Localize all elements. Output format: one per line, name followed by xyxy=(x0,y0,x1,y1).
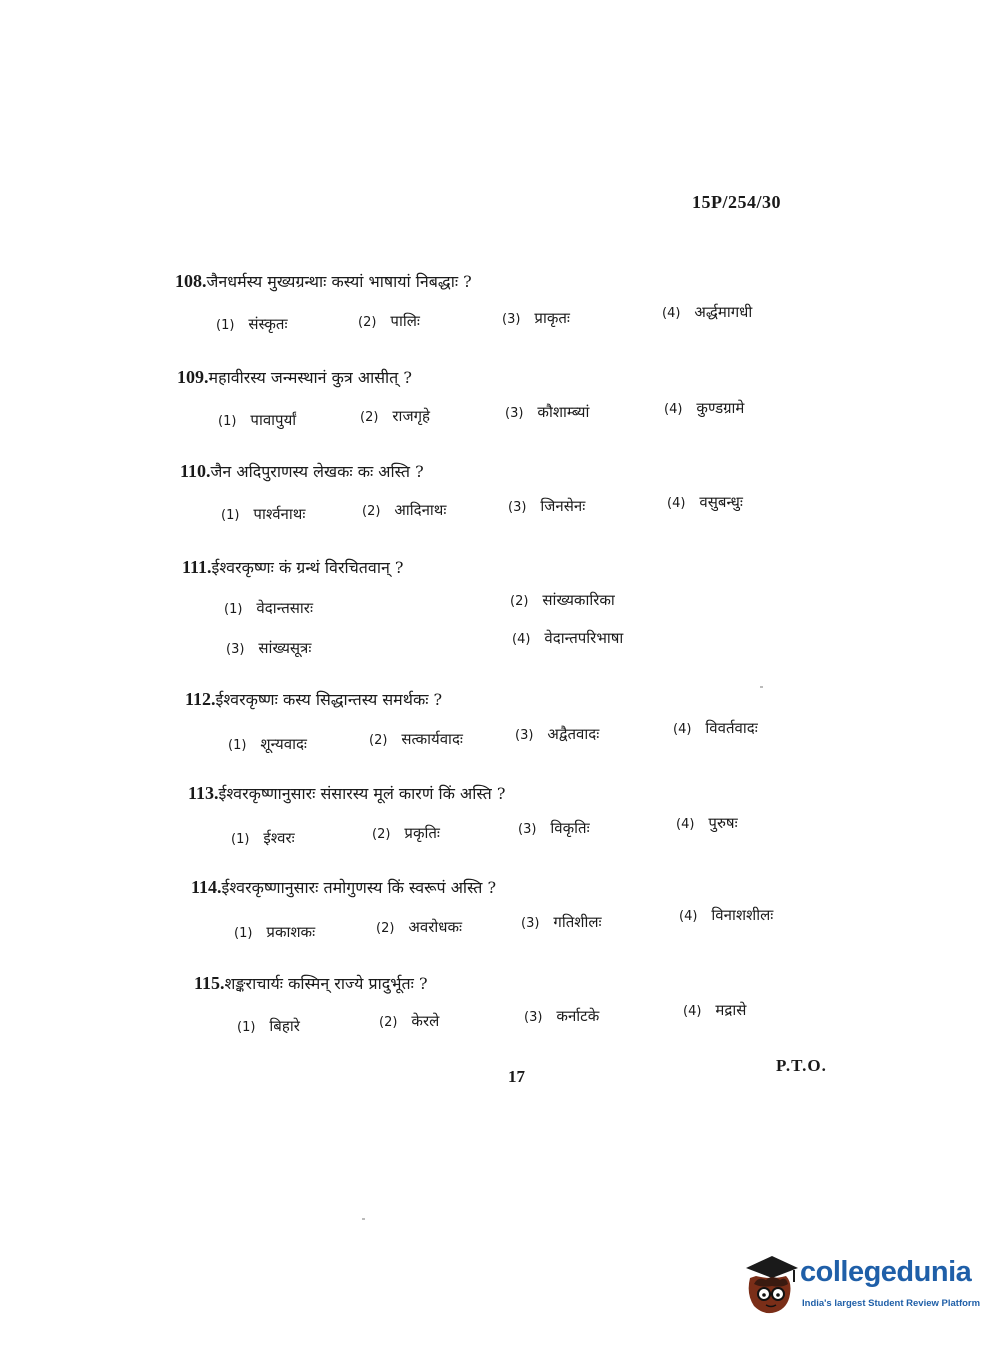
option-111-3: (3) सांख्यसूत्रः xyxy=(226,639,312,657)
brand-tagline: India's largest Student Review Platform xyxy=(802,1298,981,1309)
option-109-3: (3) कौशाम्ब्यां xyxy=(505,403,590,421)
option-111-1: (1) वेदान्तसारः xyxy=(224,599,313,617)
option-112-1: (1) शून्यवादः xyxy=(228,735,307,753)
option-113-3: (3) विकृतिः xyxy=(518,819,590,837)
question-112 xyxy=(185,688,442,710)
option-115-4: (4) मद्रासे xyxy=(683,1001,747,1019)
collegedunia-watermark xyxy=(742,1254,982,1316)
option-111-4: (4) वेदान्तपरिभाषा xyxy=(512,629,624,647)
question-text: ईश्वरकृष्णः कं ग्रन्थं विरचितवान् ? xyxy=(211,558,404,577)
option-108-4: (4) अर्द्धमागधी xyxy=(662,303,753,321)
question-108 xyxy=(175,270,472,292)
question-text: ईश्वरकृष्णः कस्य सिद्धान्तस्य समर्थकः ? xyxy=(215,690,443,709)
question-text: ईश्वरकृष्णानुसारः तमोगुणस्य किं स्वरूपं अस्ति ? xyxy=(221,878,497,897)
option-108-1: (1) संस्कृतः xyxy=(216,315,288,333)
option-109-2: (2) राजगृहे xyxy=(360,407,430,425)
option-113-1: (1) ईश्वरः xyxy=(231,829,295,847)
question-number: 113. xyxy=(188,783,219,803)
option-109-4: (4) कुण्डग्रामे xyxy=(664,399,745,417)
question-text: महावीरस्य जन्मस्थानं कुत्र आसीत् ? xyxy=(208,368,412,387)
option-114-4: (4) विनाशशीलः xyxy=(679,906,774,924)
option-113-4: (4) पुरुषः xyxy=(676,814,738,832)
pto-marker: P.T.O. xyxy=(776,1056,827,1075)
question-115 xyxy=(194,972,428,994)
option-110-2: (2) आदिनाथः xyxy=(362,501,447,519)
option-108-2: (2) पालिः xyxy=(358,312,420,330)
question-number: 108. xyxy=(175,271,207,291)
option-110-3: (3) जिनसेनः xyxy=(508,497,586,515)
option-110-4: (4) वसुबन्धुः xyxy=(667,493,743,511)
question-number: 115. xyxy=(194,973,225,993)
question-text: जैनधर्मस्य मुख्यग्रन्थाः कस्यां भाषायां निबद्धाः ? xyxy=(206,272,472,291)
option-110-1: (1) पार्श्वनाथः xyxy=(221,505,306,523)
question-text: शङ्कराचार्यः कस्मिन् राज्ये प्रादुर्भूतः ? xyxy=(224,974,428,993)
option-108-3: (3) प्राकृतः xyxy=(502,309,570,327)
option-115-2: (2) केरले xyxy=(379,1012,440,1030)
question-number: 109. xyxy=(177,367,209,387)
question-111 xyxy=(182,556,404,578)
question-114 xyxy=(191,876,496,898)
paper-code: 15P/254/30 xyxy=(692,192,781,212)
option-112-3: (3) अद्वैतवादः xyxy=(515,725,600,743)
option-109-1: (1) पावापुर्यां xyxy=(218,411,297,429)
option-111-2: (2) सांख्यकारिका xyxy=(510,591,615,609)
option-114-1: (1) प्रकाशकः xyxy=(234,923,316,941)
question-113 xyxy=(188,782,505,804)
question-number: 111. xyxy=(182,557,212,577)
question-text: जैन अदिपुराणस्य लेखकः कः अस्ति ? xyxy=(210,462,424,481)
question-110 xyxy=(180,460,424,482)
option-115-3: (3) कर्नाटके xyxy=(524,1007,600,1025)
option-113-2: (2) प्रकृतिः xyxy=(372,824,440,842)
option-115-1: (1) बिहारे xyxy=(237,1017,300,1035)
question-109 xyxy=(177,366,412,388)
option-114-3: (3) गतिशीलः xyxy=(521,913,602,931)
question-text: ईश्वरकृष्णानुसारः संसारस्य मूलं कारणं किं अस्ति ? xyxy=(218,784,506,803)
question-number: 114. xyxy=(191,877,222,897)
brand-name: collegedunia xyxy=(800,1256,972,1288)
option-112-4: (4) विवर्तवादः xyxy=(673,719,758,737)
option-114-2: (2) अवरोधकः xyxy=(376,918,463,936)
mascot-icon xyxy=(742,1254,800,1316)
option-112-2: (2) सत्कार्यवादः xyxy=(369,730,463,748)
scan-speck xyxy=(760,686,763,688)
question-number: 110. xyxy=(180,461,211,481)
question-number: 112. xyxy=(185,689,216,709)
page-number: 17 xyxy=(508,1067,525,1086)
scan-speck xyxy=(362,1218,365,1220)
